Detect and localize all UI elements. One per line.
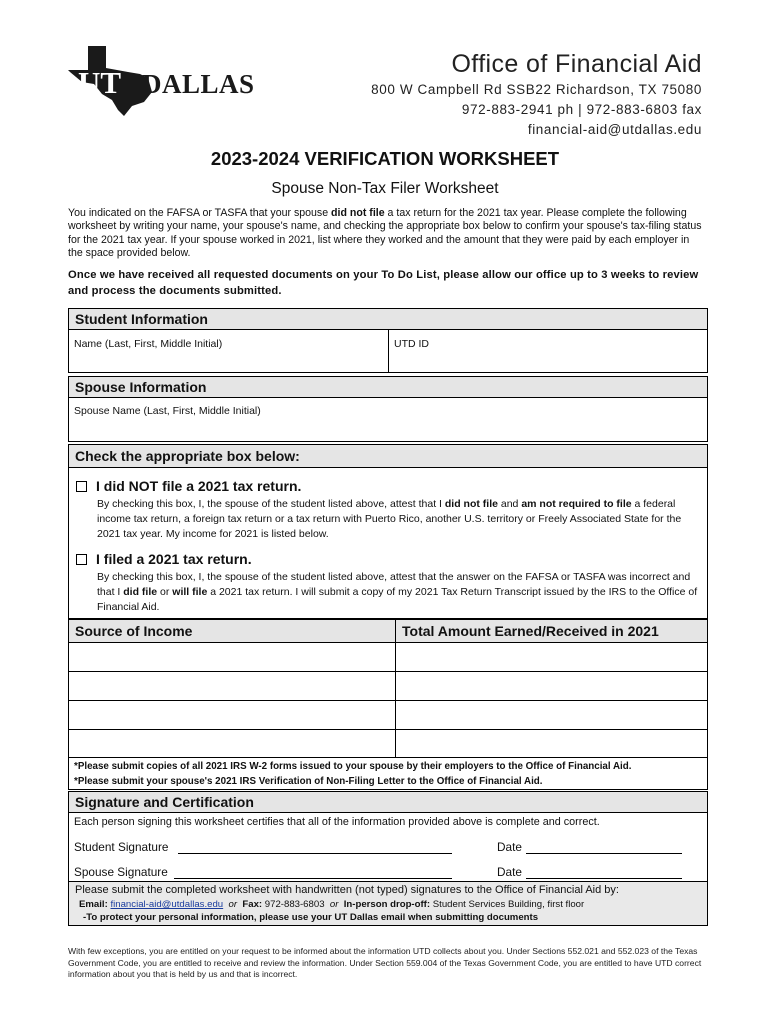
spouse-signature-line[interactable] — [174, 878, 452, 879]
ut-dallas-logo — [66, 44, 256, 118]
page-title: 2023-2024 VERIFICATION WORKSHEET — [210, 148, 560, 169]
income-amount-cell-2[interactable] — [396, 672, 707, 700]
office-phones: 972-883-2941 ph | 972-883-6803 fax — [461, 102, 702, 117]
option-did-not-file[interactable]: I did NOT file a 2021 tax return. — [76, 478, 301, 494]
signature-heading: Signature and Certification — [68, 791, 708, 813]
income-source-cell-1[interactable] — [69, 643, 395, 671]
page-subtitle: Spouse Non-Tax Filer Worksheet — [271, 180, 499, 197]
submission-notes — [68, 757, 708, 790]
spouse-date-label: Date — [497, 865, 522, 879]
privacy-footer: With few exceptions, you are entitled on your request to be informed about the information UTD collects about you. Under Sections 552.021 and 552.023 of the Texas Government Code, you are entitled to receive and review the information. Under Section 559.004 of the Texas Government Code, you are entitled to have UTD correct information about you that is held by us and that is incorrect. — [68, 946, 702, 979]
income-amount-cell-4[interactable] — [396, 730, 707, 757]
submit-methods: Email: financial-aid@utdallas.edu or Fax: 972-883-6803 or In-person drop-off: Student Services Building, first floor — [79, 899, 585, 910]
svg-text:DALLAS: DALLAS — [142, 69, 255, 99]
student-date-label: Date — [497, 840, 522, 854]
student-signature-label: Student Signature — [74, 840, 169, 854]
source-of-income-header: Source of Income — [68, 619, 396, 643]
income-source-cell-4[interactable] — [69, 730, 395, 757]
intro-text: You indicated on the FAFSA or TASFA that your spouse did not file a tax return for the 2021 tax year. Please complete the following worksheet by writing your name, your spouse's name, and checking the appropriate box below to confirm your spouse's tax-filing status for the 2021 tax year. If your spouse worked in 2021, list where they worked and the amount that they were paid by each employer in the space provided below. — [68, 207, 702, 259]
student-name-label: Name (Last, First, Middle Initial) — [74, 338, 223, 350]
income-source-cell-3[interactable] — [69, 701, 395, 729]
submit-instructions-text: Please submit the completed worksheet with handwritten (not typed) signatures to the Office of Financial Aid by: — [75, 884, 619, 896]
amount-earned-header: Total Amount Earned/Received in 2021 — [395, 619, 708, 643]
w2-note: *Please submit copies of all 2021 IRS W-2 forms issued to your spouse by their employers to the Office of Financial Aid. — [74, 761, 632, 772]
spouse-info-heading: Spouse Information — [68, 376, 708, 398]
filed-attestation: By checking this box, I, the spouse of the student listed above, attest that the answer on the FAFSA or TASFA was incorrect and that I did file or will file a 2021 tax return. I will submit a copy of my 2021 Tax Return Transcript issued by the IRS to the Office of Financial Aid. — [97, 571, 698, 613]
income-source-cell-2[interactable] — [69, 672, 395, 700]
utd-id-label: UTD ID — [394, 338, 429, 350]
option-filed[interactable]: I filed a 2021 tax return. — [76, 551, 252, 567]
student-date-line[interactable] — [526, 853, 682, 854]
office-address: 800 W Campbell Rd SSB22 Richardson, TX 75080 — [371, 82, 702, 97]
student-signature-line[interactable] — [178, 853, 452, 854]
certification-text: Each person signing this worksheet certifies that all of the information provided above is complete and correct. — [74, 816, 600, 828]
student-name-field[interactable] — [68, 329, 389, 373]
office-email: financial-aid@utdallas.edu — [527, 122, 702, 137]
spouse-name-field[interactable] — [68, 397, 708, 442]
spouse-signature-label: Spouse Signature — [74, 865, 168, 879]
processing-notice: Once we have received all requested documents on your To Do List, please allow our office up to 3 weeks to review and process the documents submitted. — [68, 269, 699, 297]
email-link[interactable]: financial-aid@utdallas.edu — [110, 899, 224, 910]
svg-text:UT: UT — [78, 65, 122, 100]
income-amount-cell-3[interactable] — [396, 701, 707, 729]
office-name: Office of Financial Aid — [451, 50, 702, 78]
texas-shape-icon — [66, 44, 256, 118]
non-filing-letter-note: *Please submit your spouse's 2021 IRS Verification of Non-Filing Letter to the Office of Financial Aid. — [74, 776, 543, 787]
filed-checkbox[interactable] — [76, 554, 87, 565]
did-not-file-attestation: By checking this box, I, the spouse of the student listed above, attest that I did not file and am not required to file a federal income tax return, a foreign tax return or a tax return with Puerto Rico, another U.S. territory or Freely Associated State for the 2021 tax year. My income for 2021 is listed below. — [97, 498, 682, 540]
student-info-heading: Student Information — [68, 308, 708, 330]
submission-instructions — [68, 881, 708, 926]
check-box-heading: Check the appropriate box below: — [68, 444, 708, 468]
income-amount-cell-1[interactable] — [396, 643, 707, 671]
utd-id-field[interactable] — [388, 329, 708, 373]
privacy-protection-note: -To protect your personal information, please use your UT Dallas email when submitting documents — [83, 912, 539, 923]
spouse-date-line[interactable] — [526, 878, 682, 879]
spouse-name-label: Spouse Name (Last, First, Middle Initial) — [74, 405, 261, 417]
did-not-file-checkbox[interactable] — [76, 481, 87, 492]
